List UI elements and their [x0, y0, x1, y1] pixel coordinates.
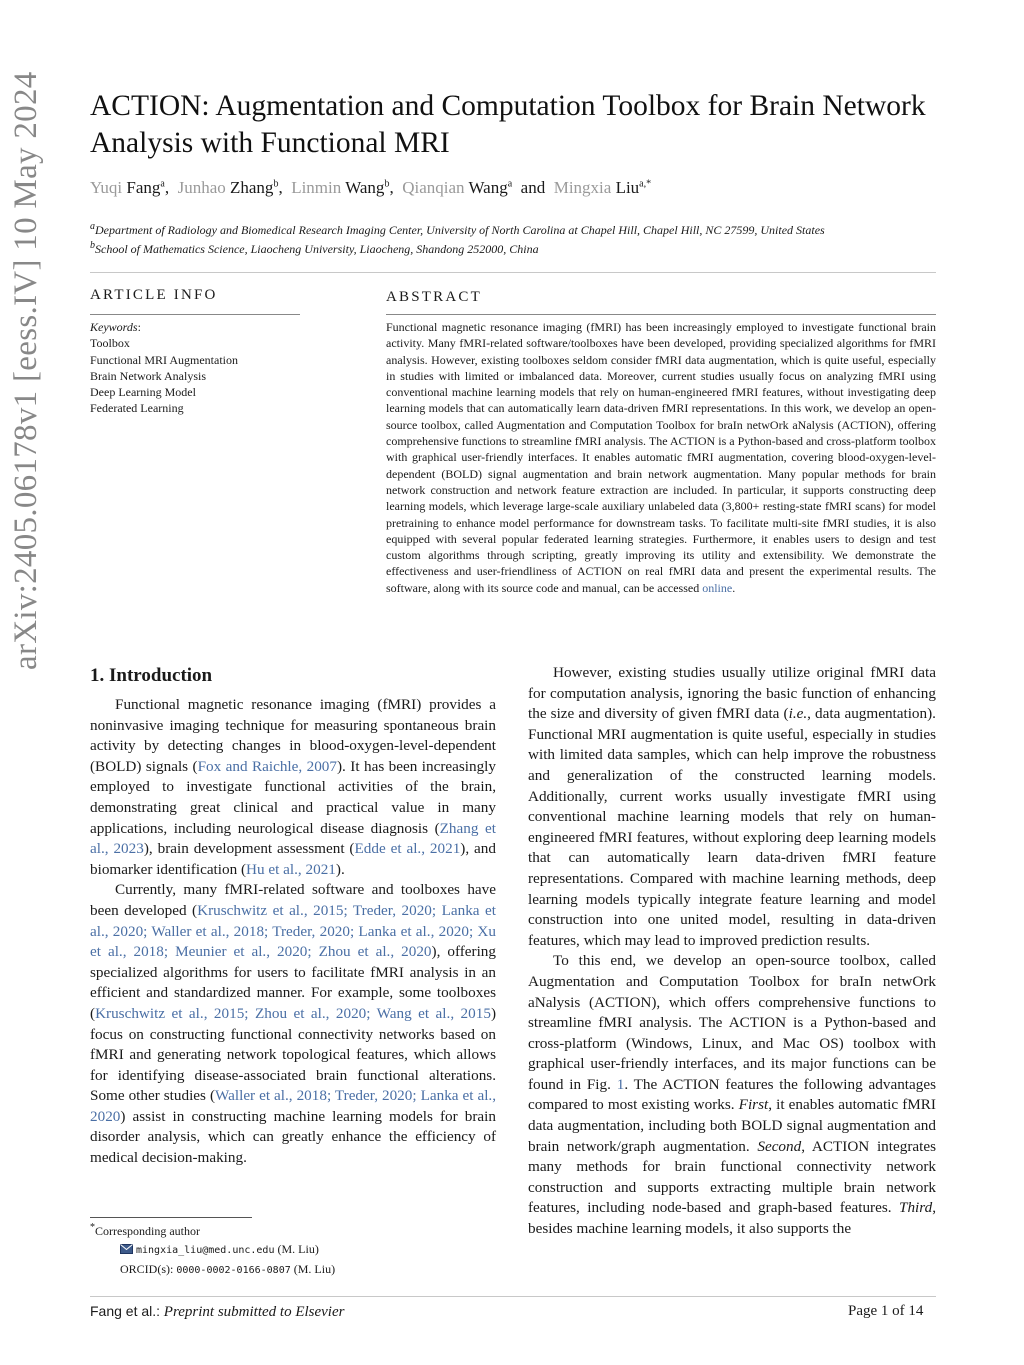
- footer-citation: Fang et al.: Preprint submitted to Elsevier: [90, 1303, 345, 1320]
- citation-link[interactable]: Fox and Raichle, 2007: [197, 757, 337, 775]
- section-heading-introduction: 1. Introduction: [90, 665, 213, 686]
- paragraph: Currently, many fMRI-related software and toolboxes have been developed (Kruschwitz et al., 2015; Treder, 2020; Lanka et al., 2020; Waller et al., 2018; Treder, 2020; Lanka et al., 2020; Xu et al., 2018; Meunier et al., 2020; Zhou et al., 2020), offering specialized algorithms for users to facilitate fMRI analysis in an efficient and standardized manner. For example, some toolboxes (Kruschwitz et al., 2015; Zhou et al., 2020; Wang et al., 2015) focus on constructing functional connectivity networks based on fMRI and generating network topological features, which allows for identifying disease-associated brain functional alterations. Some other studies (Waller et al., 2018; Treder, 2020; Lanka et al., 2020) assist in constructing machine learning models for brain disorder analysis, which can greatly enhance the efficiency of medical decision-making.: [90, 881, 497, 1167]
- citation-link[interactable]: Kruschwitz et al., 2015; Treder, 2020; Lanka et al., 2020; Waller et al., 2018; Treder, 2020; Lanka et al., 2020; Xu et al., 2018; Meunier et al., 2020; Zhou et al., 2020: [90, 901, 496, 961]
- footnote: *Corresponding author mingxia_liu@med.unc.edu (M. Liu) ORCID(s): 0000-0002-0166-0807 (M. Liu): [90, 1222, 336, 1276]
- paragraph: However, existing studies usually utilize original fMRI data for computation analysis, ignoring the basic function of enhancing the size and diversity of given fMRI data (i.e., data augmentation). Functional MRI augmentation is quite useful, especially in studies with limited data samples, which can help improve the robustness and generalization of the constructed learning models. Additionally, current works usually investigate fMRI using conventional machine learning models that rely on human-engineered fMRI features, without exploring deep learning models that can automatically learn data-driven fMRI feature representations. Compared with machine learning methods, deep learning models typically integrate feature learning and model construction into one united model, resulting in data-driven features, which may lead to improved prediction results.: [528, 664, 936, 949]
- keyword: Brain Network Analysis: [90, 368, 206, 383]
- affiliation: $^a$Department of Radiology and Biomedical Research Imaging Center, University of North Carolina at Chapel Hill, Chapel Hill, NC 27599, United States: [90, 221, 825, 237]
- affiliations: [90, 221, 825, 259]
- citation-link[interactable]: Kruschwitz et al., 2015; Zhou et al., 2020; Wang et al., 2015: [95, 1004, 491, 1022]
- keywords-label: Keywords: [90, 320, 138, 334]
- keywords-block: Keywords: Toolbox Functional MRI Augmentation Brain Network Analysis Deep Learning Model Federated Learning: [90, 320, 238, 416]
- footnote-rule: [90, 1217, 252, 1218]
- paragraph: To this end, we develop an open-source toolbox, called Augmentation and Computation Toolbox for braIn netwOrk aNalysis (ACTION), which offers comprehensive functions to streamline fMRI analysis. The ACTION is a Python-based and cross-platform (Windows, Linux, and Mac OS) toolbox with graphical user-friendly interfaces, and its major functions can be found in Fig. 1. The ACTION features the following advantages compared to most existing works. First, it enables automatic fMRI data augmentation, including both BOLD signal augmentation and brain network/graph augmentation. Second, ACTION integrates many methods for brain functional connectivity network construction and supports extracting multiple brain network features, including node-based and graph-based features. Third, besides machine learning models, it also supports the: [528, 952, 936, 1238]
- citation-link[interactable]: Waller et al., 2018; Treder, 2020; Lanka et al., 2020: [90, 1087, 497, 1125]
- keyword: Functional MRI Augmentation: [90, 352, 238, 367]
- keyword: Deep Learning Model: [90, 385, 196, 400]
- right-column: [528, 663, 936, 1240]
- citation-link[interactable]: Hu et al., 2021: [246, 860, 336, 878]
- abstract-rule: [386, 314, 936, 315]
- email-address[interactable]: mingxia_liu@med.unc.edu: [136, 1245, 275, 1256]
- figure-link[interactable]: 1: [616, 1075, 625, 1093]
- author-list: Yuqi Fang$^a$, Junhao Zhang$^b$, Linmin Wang$^b$, Qianqian Wang$^a$ and Mingxia Liu$^{a,*}$: [90, 178, 652, 197]
- arxiv-stamp: arXiv:2405.06178v1 [eess.IV] 10 May 2024: [8, 71, 44, 670]
- affiliation: $^b$School of Mathematics Science, Liaocheng University, Liaocheng, Shandong 252000, China: [90, 240, 539, 256]
- page-number: Page 1 of 14: [848, 1303, 924, 1319]
- author[interactable]: Yuqi Fang$^a$: [90, 178, 165, 197]
- email-icon: [120, 1244, 133, 1254]
- author[interactable]: Linmin Wang$^b$: [291, 178, 390, 197]
- article-info-rule: [90, 314, 300, 315]
- abstract-heading: ABSTRACT: [386, 289, 482, 305]
- keyword: Toolbox: [90, 336, 130, 351]
- keyword: Federated Learning: [90, 401, 184, 416]
- citation-link[interactable]: Zhang et al., 2023: [90, 819, 496, 858]
- citation-link[interactable]: Edde et al., 2021: [354, 840, 461, 858]
- footer-divider: [90, 1296, 936, 1297]
- orcid-id[interactable]: 0000-0002-0166-0807: [176, 1265, 291, 1276]
- header-divider: [90, 272, 936, 273]
- paper-title: ACTION: Augmentation and Computation Toolbox for Brain Network Analysis with Functional MRI: [90, 90, 926, 159]
- left-column: [90, 695, 496, 1169]
- author[interactable]: Junhao Zhang$^b$: [177, 178, 279, 197]
- abstract-text: Functional magnetic resonance imaging (fMRI) has been increasingly employed to investigate functional brain activity. Many fMRI-related software/toolboxes have been developed, providing specialized algorithms for fMRI analysis. However, existing toolboxes seldom consider fMRI data augmentation, which is quite useful, especially in studies with limited or imbalanced data. Moreover, current studies usually focus on analyzing fMRI using conventional machine learning models that rely on human-engineered fMRI features, without investigating deep learning models that can automatically learn data-driven fMRI representations. In this work, we develop an open-source toolbox, called Augmentation and Computation Toolbox for braIn netwOrk aNalysis (ACTION), offering comprehensive functions to streamline fMRI analysis. The ACTION is a Python-based and cross-platform toolbox with graphical user-friendly interfaces. It enables automatic fMRI augmentation, covering blood-oxygen-level-dependent (BOLD) signal augmentation and brain network augmentation. Many popular methods for brain network construction and network feature extraction are included. In particular, it supports constructing deep learning models, which leverage large-scale auxiliary unlabeled data (3,800+ resting-state fMRI scans) for model pretraining to enhance model performance for downstream tasks. To facilitate multi-site fMRI studies, it is also equipped with several popular federated learning strategies. Furthermore, it enables users to design and test custom algorithms through scripting, greatly improving its utility and extensibility. We demonstrate the effectiveness and user-friendliness of ACTION on real fMRI data and present the experimental results. The software, along with its source code and manual, can be accessed online.: [386, 320, 936, 595]
- author[interactable]: Qianqian Wang$^a$: [402, 178, 513, 197]
- author[interactable]: Mingxia Liu$^{a,*}$: [553, 178, 652, 197]
- online-link[interactable]: online: [702, 580, 733, 595]
- article-info-heading: ARTICLE INFO: [90, 287, 218, 303]
- paragraph: Functional magnetic resonance imaging (fMRI) provides a noninvasive imaging technique for measuring spontaneous brain activity by detecting changes in blood-oxygen-level-dependent (BOLD) signals (Fox and Raichle, 2007). It has been increasingly employed to investigate functional activities of the brain, demonstrating great clinical and practical value in many applications, including neurological disease diagnosis (Zhang et al., 2023), brain development assessment (Edde et al., 2021), and biomarker identification (Hu et al., 2021).: [90, 696, 496, 878]
